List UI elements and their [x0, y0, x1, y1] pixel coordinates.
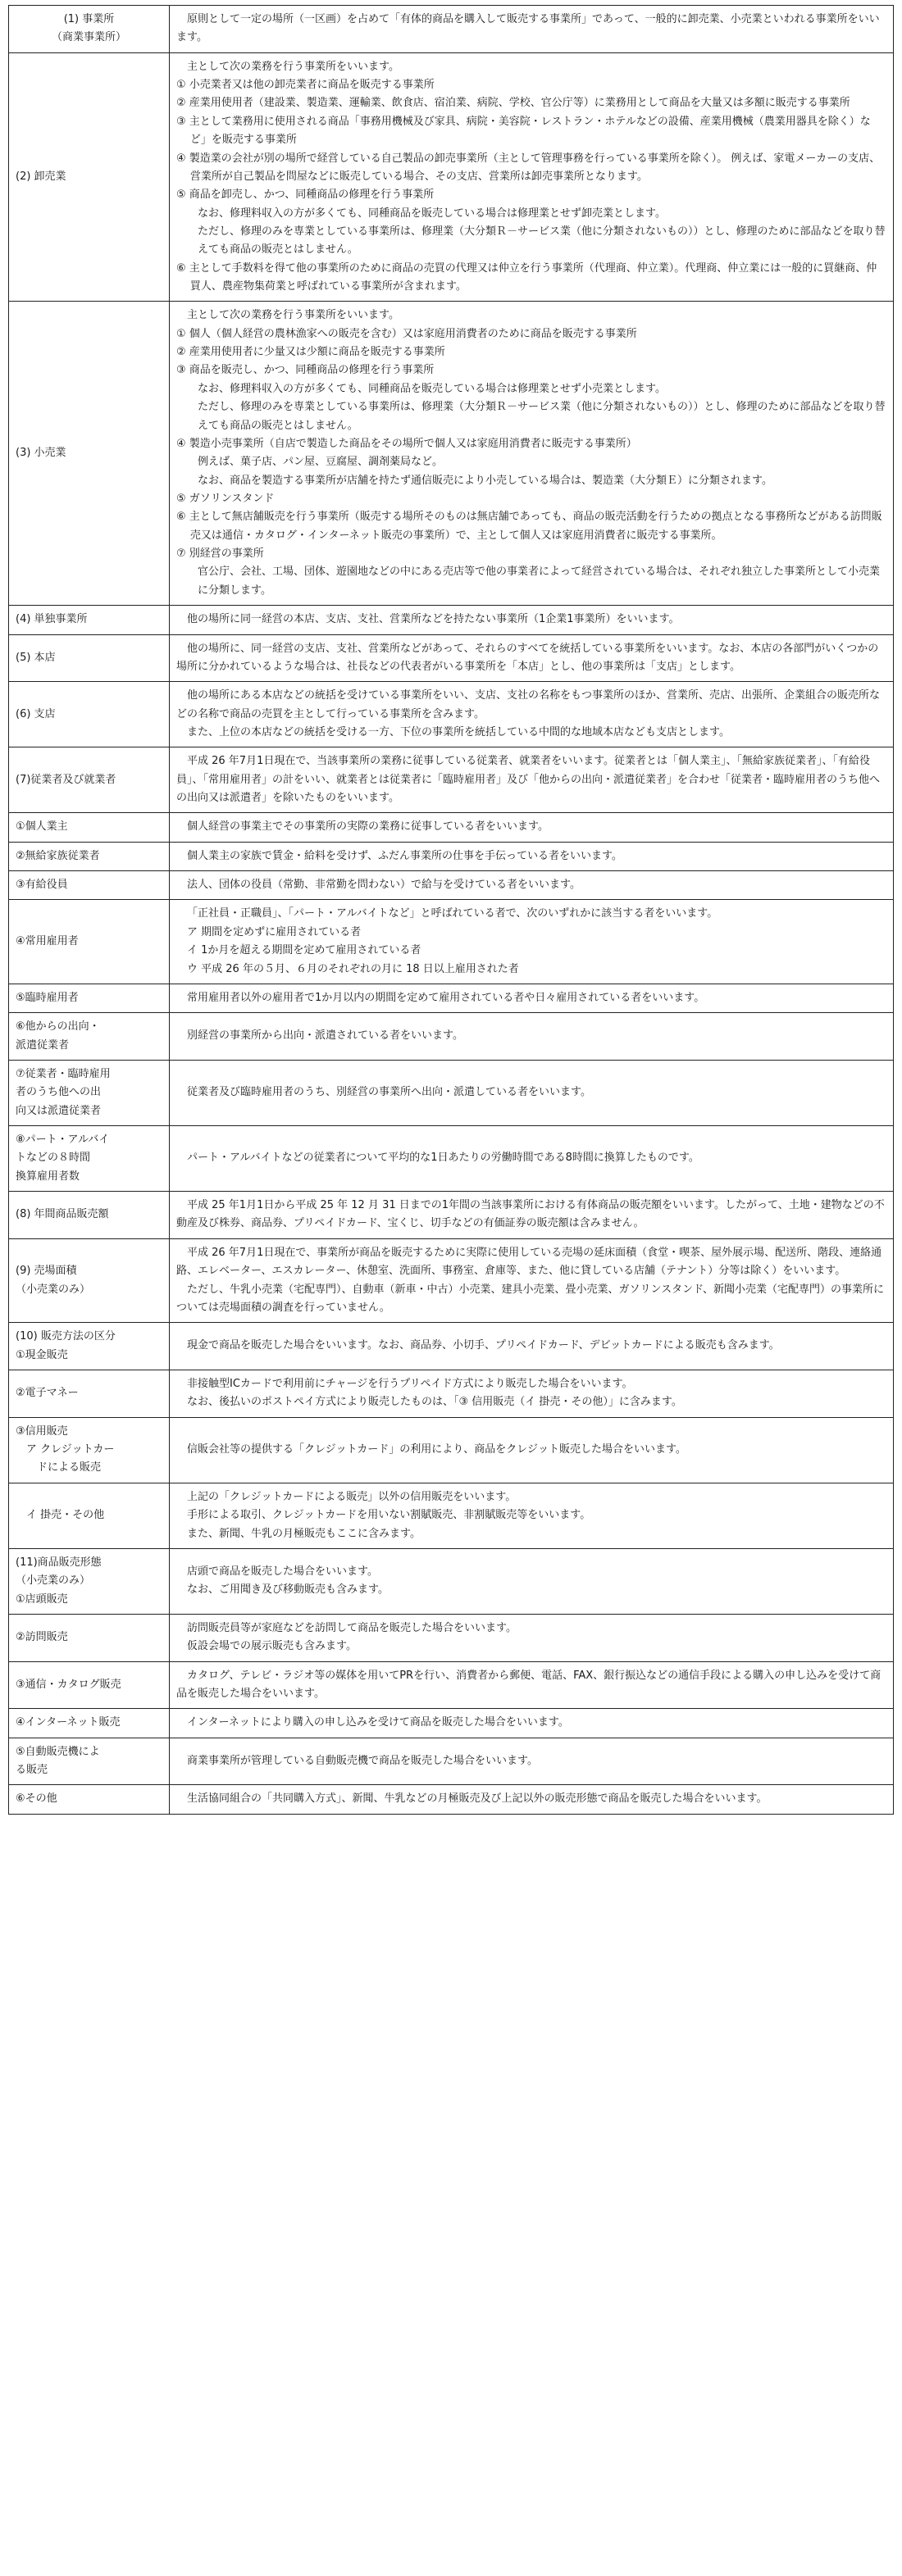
definition-line: 常用雇用者以外の雇用者で1か月以内の期間を定めて雇用されている者や日々雇用されている者をいいます。: [187, 991, 705, 1004]
definition-cell: [170, 634, 894, 682]
term-cell: ⑤自動販売機によ る販売: [9, 1738, 170, 1785]
term-cell: (7)従業者及び就業者: [9, 747, 170, 813]
term-cell: ③信用販売 ア クレジットカー ドによる販売: [9, 1417, 170, 1483]
definition-row: [9, 634, 894, 682]
definition-cell: [170, 1323, 894, 1370]
definition-row: [9, 682, 894, 747]
definition-line: ただし、牛乳小売業（宅配専門）、自動車（新車・中古）小売業、建具小売業、畳小売業、ガソリンスタンド、新聞小売業（宅配専門）の事業所については売場面積の調査を行っていません。: [176, 1283, 884, 1314]
term-cell: (3) 小売業: [9, 302, 170, 606]
definition-line: 「正社員・正職員」、「パート・アルバイトなど」と呼ばれている者で、次のいずれかに該当する者をいいます。: [187, 907, 718, 920]
term-cell: (4) 単独事業所: [9, 606, 170, 634]
definition-line: インターネットにより購入の申し込みを受けて商品を販売した場合をいいます。: [187, 1716, 569, 1729]
definition-cell: [170, 6, 894, 53]
term-cell: ②訪問販売: [9, 1614, 170, 1661]
definition-line: ⑦ 別経営の事業所: [176, 547, 264, 561]
definitions-table: [8, 5, 894, 1815]
term-cell: ⑤臨時雇用者: [9, 984, 170, 1012]
definition-row: [9, 1192, 894, 1239]
definition-line: なお、後払いのポストペイ方式により販売したものは、「③ 信用販売（イ 掛売・その他）」に含みます。: [187, 1396, 682, 1409]
definition-row: [9, 1709, 894, 1738]
term-cell: (2) 卸売業: [9, 52, 170, 302]
term-cell: (11)商品販売形態 （小売業のみ） ①店頭販売: [9, 1548, 170, 1614]
definition-line: 他の場所に同一経営の本店、支店、支社、営業所などを持たない事業所（1企業1事業所）をいいます。: [187, 613, 680, 626]
definition-cell: [170, 1548, 894, 1614]
definition-cell: [170, 1013, 894, 1061]
definition-line: ⑤ 商品を卸売し、かつ、同種商品の修理を行う事業所: [176, 189, 435, 202]
definition-row: [9, 842, 894, 870]
definition-row: [9, 1661, 894, 1709]
term-cell: ⑧パート・アルバイ トなどの８時間 換算雇用者数: [9, 1126, 170, 1192]
definition-line: なお、修理料収入の方が多くても、同種商品を販売している場合は修理業とせず卸売業とします。: [198, 207, 666, 220]
term-cell: (5) 本店: [9, 634, 170, 682]
definition-cell: [170, 1483, 894, 1548]
definition-line: 店頭で商品を販売した場合をいいます。: [187, 1565, 378, 1579]
definition-line: 平成 25 年1月1日から平成 25 年 12 月 31 日までの1年間の当該事業所における有体商品の販売額をいいます。したがって、土地・建物などの不動産及び株券、商品券、プリペイドカード、宝くじ、切手などの有価証券の販売額は含みません。: [176, 1199, 885, 1230]
definition-line: ただし、修理のみを専業としている事業所は、修理業（大分類Ｒ－サービス業（他に分類されないもの））とし、修理のために部品などを取り替えても商品の販売とはしません。: [198, 225, 886, 257]
definition-cell: [170, 1417, 894, 1483]
definition-row: [9, 1238, 894, 1322]
definition-line: なお、商品を製造する事業所が店舗を持たず通信販売により小売している場合は、製造業（大分類Ｅ）に分類されます。: [198, 474, 772, 487]
definition-row: [9, 606, 894, 634]
definition-line: また、上位の本店などの統括を受ける一方、下位の事業所を統括している中間的な地域本店なども支店とします。: [187, 725, 730, 738]
definition-cell: [170, 1661, 894, 1709]
definition-row: [9, 1614, 894, 1661]
definition-line: なお、ご用聞き及び移動販売も含みます。: [187, 1583, 389, 1597]
definition-row: [9, 6, 894, 53]
term-cell: ④インターネット販売: [9, 1709, 170, 1738]
definition-cell: [170, 52, 894, 302]
definition-line: 個人業主の家族で賃金・給料を受けず、ふだん事業所の仕事を手伝っている者をいいます。: [187, 849, 622, 862]
definition-row: [9, 747, 894, 813]
glossary-page: [8, 0, 894, 1820]
definition-line: 商業事業所が管理している自動販売機で商品を販売した場合をいいます。: [187, 1754, 538, 1767]
definition-line: ⑥ 主として無店舗販売を行う事業所（販売する場所そのものは無店舗であっても、商品の販売活動を行うための拠点となる事務所などがある訪問販売又は通信・カタログ・インターネット販売の事業所）で、主として個人又は家庭用消費者に販売する事業所。: [176, 511, 882, 542]
definition-line: 官公庁、会社、工場、団体、遊園地などの中にある売店等で他の事業者によって経営されている場合は、それぞれ独立した事業所として小売業に分類します。: [198, 566, 881, 597]
term-cell: ⑦従業者・臨時雇用 者のうち他への出 向又は派遣従業者: [9, 1060, 170, 1125]
definition-line: ① 小売業者又は他の卸売業者に商品を販売する事業所: [176, 79, 435, 92]
definition-line: パート・アルバイトなどの従業者について平均的な1日あたりの労働時間である8時間に換算したものです。: [187, 1152, 699, 1165]
definition-line: ④ 製造小売事業所（自店で製造した商品をその場所で個人又は家庭用消費者に販売する事業所）: [176, 437, 637, 450]
term-cell: ⑥その他: [9, 1785, 170, 1814]
definition-cell: [170, 302, 894, 606]
definition-row: [9, 984, 894, 1012]
definition-row: [9, 1738, 894, 1785]
definition-cell: [170, 1738, 894, 1785]
definition-line: 平成 26 年7月1日現在で、事業所が商品を販売するために実際に使用している売場の延床面積（食堂・喫茶、屋外展示場、配送所、階段、連絡通路、エレベーター、エスカレーター、休憩室、洗面所、事務室、倉庫等、また、他に貸している店舗（テナント）分等は除く）をいいます。: [176, 1246, 882, 1278]
definition-row: [9, 52, 894, 302]
definition-line: 訪問販売員等が家庭などを訪問して商品を販売した場合をいいます。: [187, 1621, 517, 1634]
term-cell: ④常用雇用者: [9, 900, 170, 984]
definition-line: 別経営の事業所から出向・派遣されている者をいいます。: [187, 1029, 463, 1043]
definition-line: 例えば、菓子店、パン屋、豆腐屋、調剤薬局など。: [198, 456, 444, 469]
term-cell: ③有給役員: [9, 871, 170, 900]
definition-line: 上記の「クレジットカードによる販売」以外の信用販売をいいます。: [187, 1490, 517, 1503]
definition-line: 現金で商品を販売した場合をいいます。なお、商品券、小切手、プリペイドカード、デビットカードによる販売も含みます。: [187, 1339, 780, 1352]
definition-line: 従業者及び臨時雇用者のうち、別経営の事業所へ出向・派遣している者をいいます。: [187, 1086, 591, 1099]
definition-row: [9, 1013, 894, 1061]
definition-line: 仮設会場での展示販売も含みます。: [187, 1640, 357, 1653]
term-cell: (8) 年間商品販売額: [9, 1192, 170, 1239]
definition-line: ② 産業用使用者（建設業、製造業、運輸業、飲食店、宿泊業、病院、学校、官公庁等）に業務用として商品を大量又は多額に販売する事業所: [176, 97, 850, 110]
definition-line: カタログ、テレビ・ラジオ等の媒体を用いてPRを行い、消費者から郵便、電話、FAX、銀行振込などの通信手段による購入の申し込みを受けて商品を販売した場合をいいます。: [176, 1669, 882, 1701]
definition-line: 生活協同組合の「共同購入方式」、新聞、牛乳などの月極販売及び上記以外の販売形態で商品を販売した場合をいいます。: [187, 1792, 768, 1806]
definition-cell: [170, 900, 894, 984]
definition-row: [9, 900, 894, 984]
definition-cell: [170, 1370, 894, 1418]
definition-cell: [170, 842, 894, 870]
definition-line: 非接触型ICカードで利用前にチャージを行うプリペイド方式により販売した場合をいいます。: [187, 1378, 633, 1390]
term-cell: (10) 販売方法の区分 ①現金販売: [9, 1323, 170, 1370]
definition-cell: [170, 984, 894, 1012]
definition-line: ③ 主として業務用に使用される商品「事務用機械及び家具、病院・美容院・レストラン・ホテルなどの設備、産業用機械（農業用器具を除く）など」を販売する事業所: [176, 115, 871, 147]
definition-line: ① 個人（個人経営の農林漁家への販売を含む）又は家庭用消費者のために商品を販売する事業所: [176, 327, 637, 340]
definition-cell: [170, 1785, 894, 1814]
definition-row: [9, 302, 894, 606]
definition-cell: [170, 871, 894, 900]
term-cell: ③通信・カタログ販売: [9, 1661, 170, 1709]
definition-row: [9, 1417, 894, 1483]
definition-row: [9, 813, 894, 842]
definition-cell: [170, 747, 894, 813]
definition-line: ② 産業用使用者に少量又は少額に商品を販売する事業所: [176, 346, 445, 359]
term-cell: ②無給家族従業者: [9, 842, 170, 870]
definition-cell: [170, 1238, 894, 1322]
definition-line: 他の場所にある本店などの統括を受けている事業所をいい、支店、支社の名称をもつ事業所のほか、営業所、売店、出張所、企業組合の販売所などの名称で商品の売買を主として行っている事業所を含みます。: [176, 689, 881, 720]
definition-cell: [170, 1192, 894, 1239]
definition-row: [9, 1370, 894, 1418]
definition-line: ⑤ ガソリンスタンド: [176, 492, 275, 505]
definition-line: 主として次の業務を行う事業所をいいます。: [187, 309, 399, 322]
term-cell: ⑥他からの出向・ 派遣従業者: [9, 1013, 170, 1061]
definition-row: [9, 1548, 894, 1614]
term-cell: ①個人業主: [9, 813, 170, 842]
definition-cell: [170, 1060, 894, 1125]
definition-row: [9, 1060, 894, 1125]
definition-line: ア 期間を定めずに雇用されている者: [187, 925, 362, 938]
definition-cell: [170, 1614, 894, 1661]
definition-cell: [170, 1709, 894, 1738]
definitions-table-body: [9, 6, 894, 1815]
definition-line: なお、修理料収入の方が多くても、同種商品を販売している場合は修理業とせず小売業とします。: [198, 382, 666, 395]
definition-row: [9, 1785, 894, 1814]
definition-line: イ 1か月を超える期間を定めて雇用されている者: [187, 944, 421, 957]
term-cell: イ 掛売・その他: [9, 1483, 170, 1548]
definition-line: また、新聞、牛乳の月極販売もここに含みます。: [187, 1527, 421, 1540]
definition-row: [9, 1323, 894, 1370]
definition-cell: [170, 1126, 894, 1192]
definition-line: 法人、団体の役員（常勤、非常勤を問わない）で給与を受けている者をいいます。: [187, 879, 581, 892]
definition-line: 原則として一定の場所（一区画）を占めて「有体的商品を購入して販売する事業所」であって、一般的に卸売業、小売業といわれる事業所をいいます。: [176, 13, 880, 44]
definition-row: [9, 1126, 894, 1192]
term-cell: ②電子マネー: [9, 1370, 170, 1418]
definition-cell: [170, 682, 894, 747]
definition-line: ④ 製造業の会社が別の場所で経営している自己製品の卸売事業所（主として管理事務を行っている事業所を除く）。 例えば、家電メーカーの支店、営業所が自己製品を問屋などに販売している場合、その支店、営業所は卸売事業所となります。: [176, 152, 881, 183]
definition-row: [9, 871, 894, 900]
definition-cell: [170, 606, 894, 634]
definition-line: ただし、修理のみを専業としている事業所は、修理業（大分類Ｒ－サービス業（他に分類されないもの））とし、修理のために部品などを取り替えても商品の販売とはしません。: [198, 401, 886, 432]
definition-line: ③ 商品を販売し、かつ、同種商品の修理を行う事業所: [176, 364, 435, 377]
definition-line: ウ 平成 26 年の５月、６月のそれぞれの月に 18 日以上雇用された者: [187, 962, 519, 975]
definition-line: 他の場所に、同一経営の支店、支社、営業所などがあって、それらのすべてを統括している事業所をいいます。なお、本店の各部門がいくつかの場所に分かれているような場合は、社長などの代表者がいる事業所を「本店」とし、他の事業所は「支店」とします。: [176, 642, 879, 673]
definition-line: 個人経営の事業主でその事業所の実際の業務に従事している者をいいます。: [187, 820, 549, 834]
definition-cell: [170, 813, 894, 842]
term-cell: (6) 支店: [9, 682, 170, 747]
definition-line: 主として次の業務を行う事業所をいいます。: [187, 60, 399, 73]
definition-row: [9, 1483, 894, 1548]
definition-line: 手形による取引、クレジットカードを用いない割賦販売、非割賦販売等をいいます。: [187, 1509, 591, 1522]
definition-line: 信販会社等の提供する「クレジットカード」の利用により、商品をクレジット販売した場合をいいます。: [187, 1443, 686, 1456]
definition-line: ⑥ 主として手数料を得て他の事業所のために商品の売買の代理又は仲立を行う事業所（代理商、仲立業）。代理商、仲立業には一般的に買継商、仲買人、農産物集荷業と呼ばれている事業所が含まれます。: [176, 261, 877, 293]
definition-line: 平成 26 年7月1日現在で、当該事業所の業務に従事している従業者、就業者をいいます。従業者とは「個人業主」、「無給家族従業者」、「有給役員」、「常用雇用者」の計をいい、就業者とは従業者に「臨時雇用者」及び「他からの出向・派遣従業者」を合わせ「従業者・臨時雇用者のうち他への出向又は派遣者」を除いたものをいいます。: [176, 755, 881, 805]
term-cell: (9) 売場面積 （小売業のみ）: [9, 1238, 170, 1322]
term-cell: (1) 事業所 （商業事業所）: [9, 6, 170, 53]
